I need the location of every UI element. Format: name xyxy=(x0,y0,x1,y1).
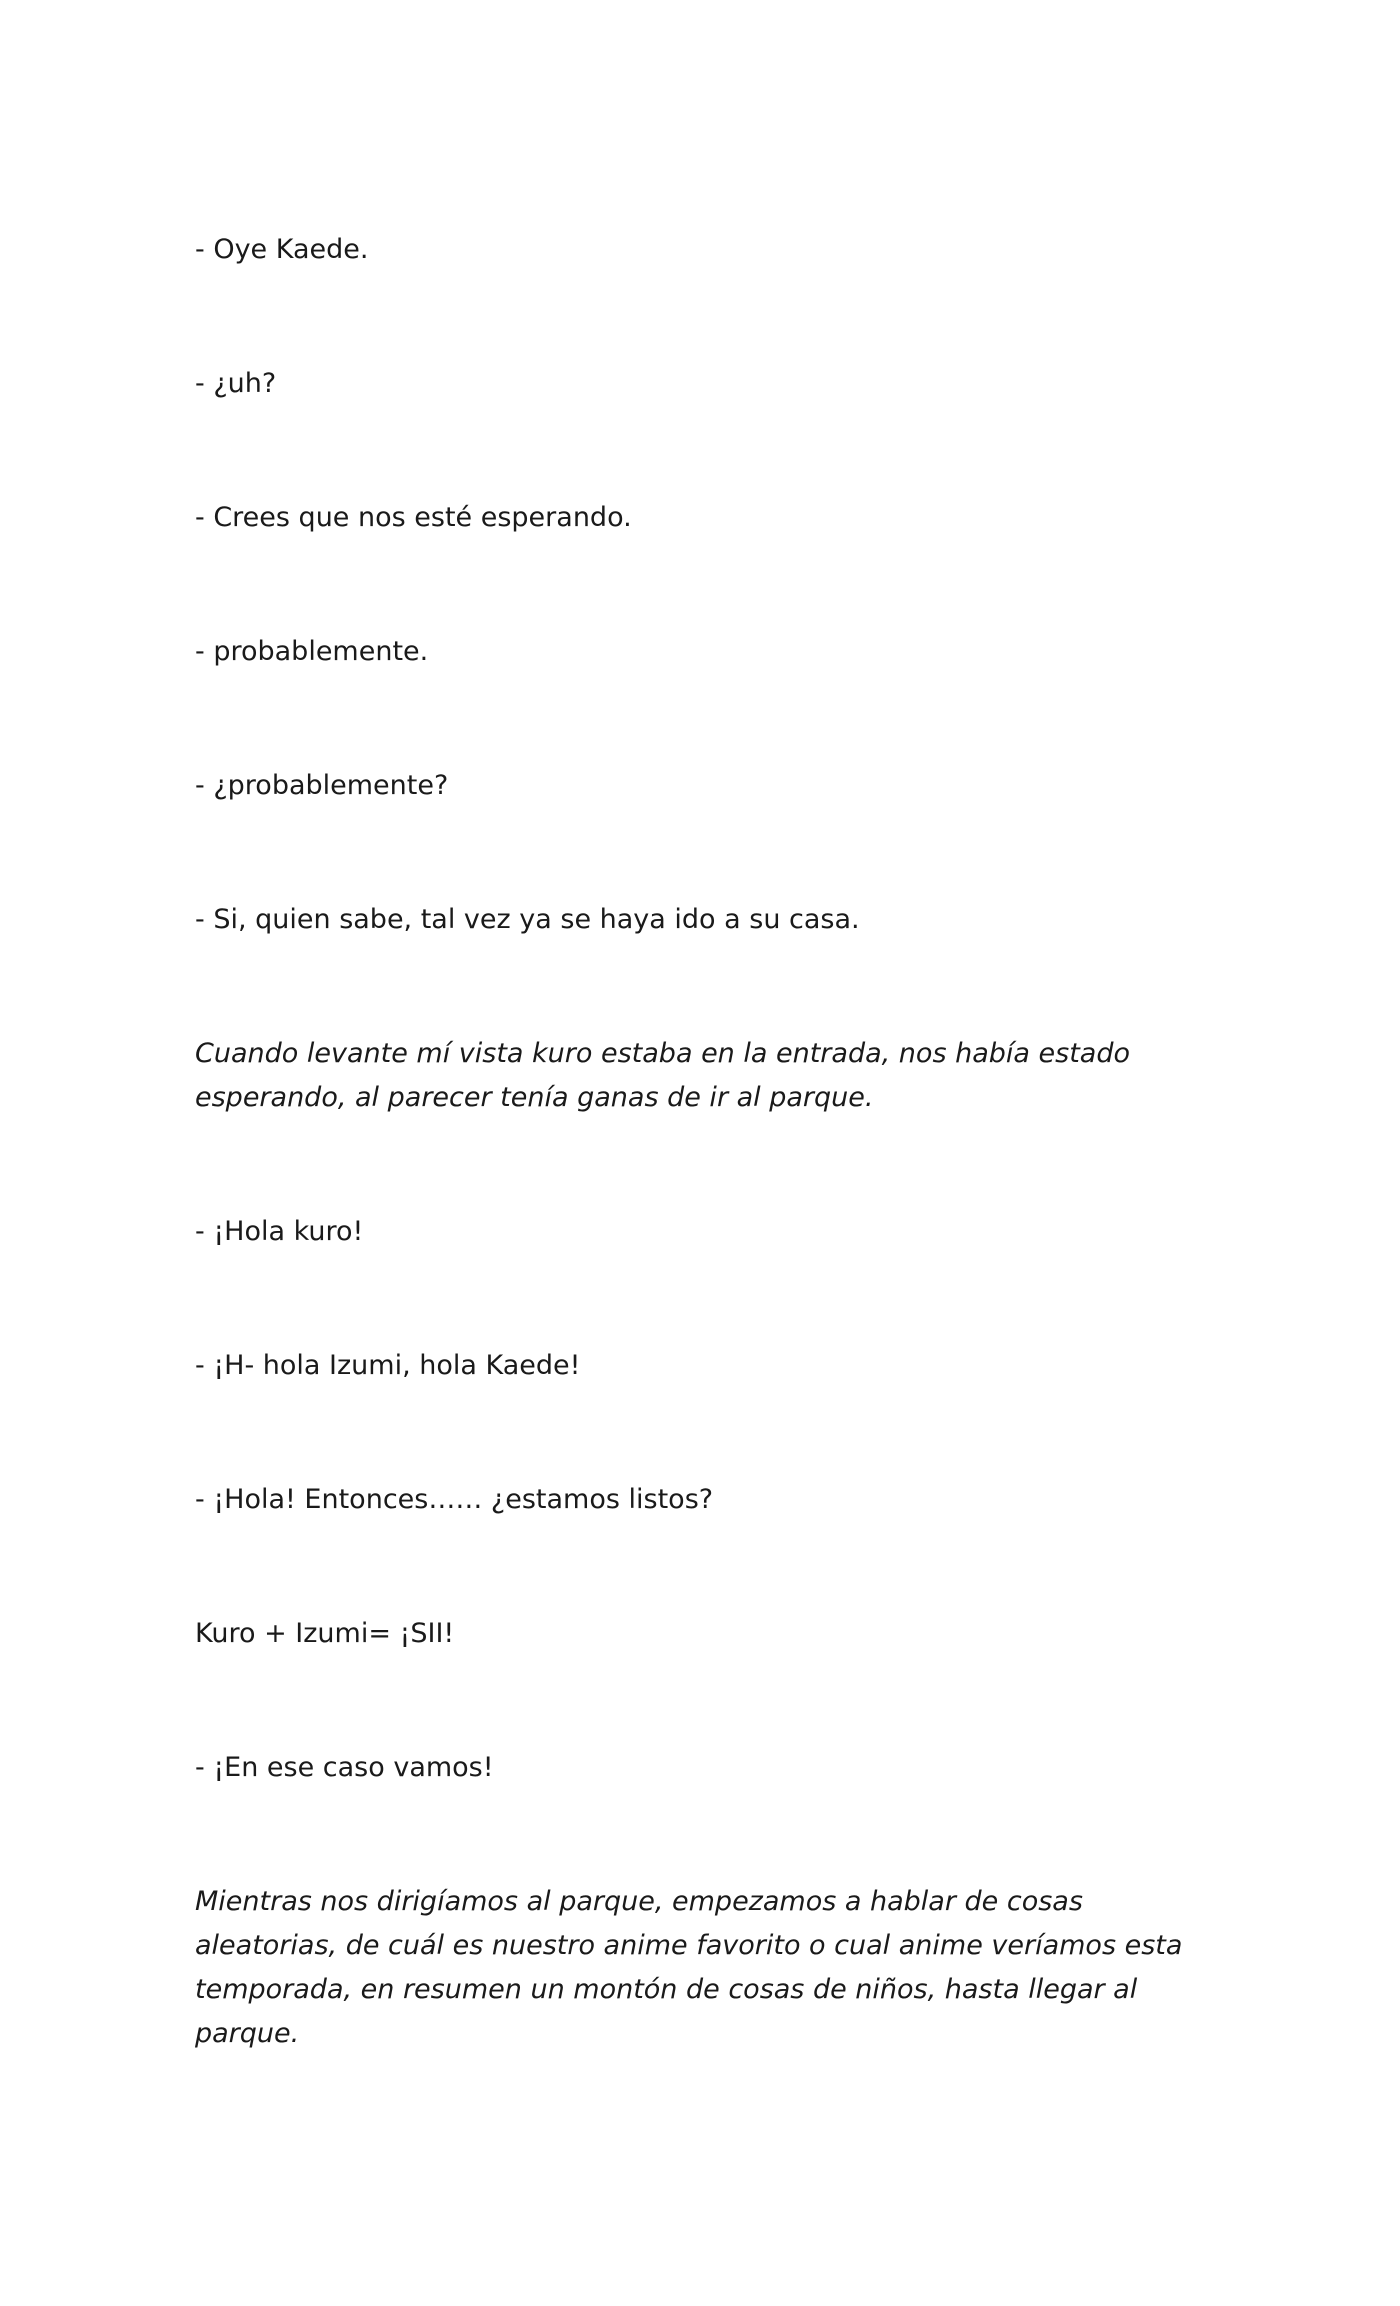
dialogue-line: - ¡Hola kuro! xyxy=(195,1216,364,1247)
dialogue-line: - ¡H- hola Izumi, hola Kaede! xyxy=(195,1350,581,1381)
dialogue-line: - Oye Kaede. xyxy=(195,234,369,265)
dialogue-line: - ¡En ese caso vamos! xyxy=(195,1752,494,1783)
dialogue-line: - Si, quien sabe, tal vez ya se haya ido a su casa. xyxy=(195,904,860,935)
dialogue-line: - probablemente. xyxy=(195,636,429,667)
narration-paragraph: Mientras nos dirigíamos al parque, empezamos a hablar de cosas aleatorias, de cuál es nuestro anime favorito o cual anime veríamos esta temporada, en resumen un montón de cosas de niños, hasta llegar al parque. xyxy=(195,1886,1183,2049)
dialogue-line: - ¿uh? xyxy=(195,368,277,399)
dialogue-line: - Crees que nos esté esperando. xyxy=(195,502,632,533)
narration-paragraph: Cuando levante mí vista kuro estaba en la entrada, nos había estado esperando, al parecer tenía ganas de ir al parque. xyxy=(195,1038,1130,1113)
dialogue-line: Kuro + Izumi= ¡SII! xyxy=(195,1618,455,1649)
dialogue-line: - ¿probablemente? xyxy=(195,770,449,801)
dialogue-line: - ¡Hola! Entonces…… ¿estamos listos? xyxy=(195,1484,714,1515)
